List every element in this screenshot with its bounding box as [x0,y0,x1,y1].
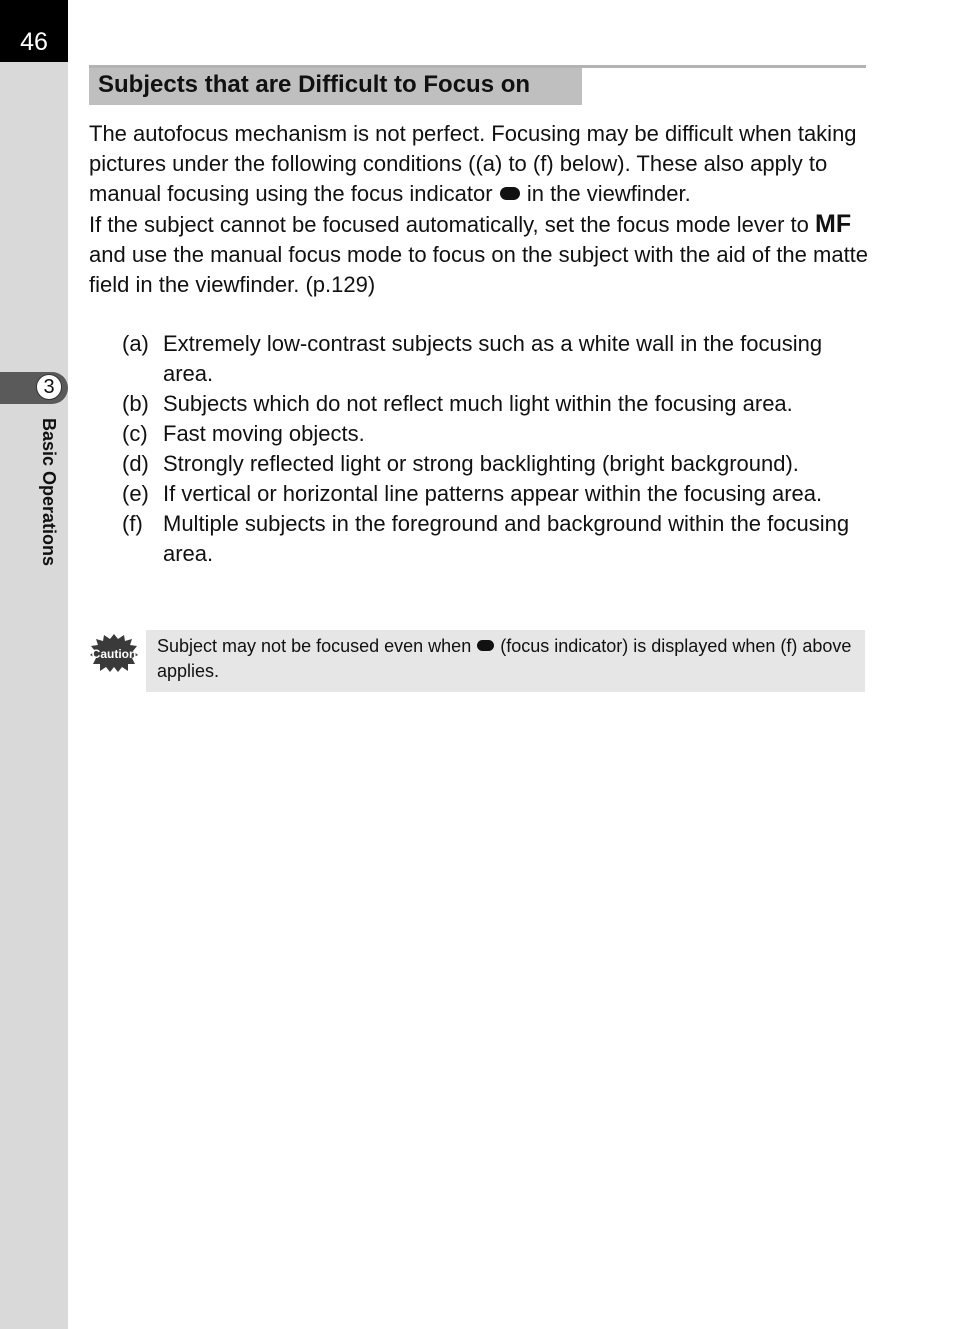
caution-text: Subject may not be focused even when [157,636,472,656]
list-item [122,329,872,389]
list-text: Strongly reflected light or strong backlighting (bright background). [163,451,799,476]
list-marker: (b) [122,391,149,416]
list-item [122,449,872,479]
list-item [122,479,872,509]
list-marker: (d) [122,451,149,476]
intro-paragraph-2 [89,209,869,300]
list-item [122,419,872,449]
intro-text [89,119,869,300]
conditions-list [122,329,872,569]
caution-icon [89,633,139,673]
list-text: Subjects which do not reflect much light within the focusing area. [163,391,793,416]
intro-paragraph-1 [89,119,869,209]
list-text: Fast moving objects. [163,421,365,446]
caution-box [146,630,865,692]
page-number: 46 [20,28,48,56]
list-text: Extremely low-contrast subjects such as a white wall in the focusing area. [163,331,823,386]
intro-p2-text: If the subject cannot be focused automatically, set the focus mode lever to [89,212,809,237]
caution-text-end: (focus indicator) is displayed when (f) above applies. [157,636,852,681]
focus-indicator-icon [477,640,494,651]
caution-icon-label: Caution [91,647,137,661]
list-marker: (f) [122,511,143,536]
mf-label: MF [815,210,852,238]
list-text: If vertical or horizontal line patterns appear within the focusing area. [163,481,823,506]
list-item [122,509,872,569]
chapter-title: Basic Operations [39,418,59,567]
list-marker: (e) [122,481,149,506]
chapter-number: 3 [36,374,62,400]
focus-indicator-icon [500,187,520,200]
intro-p1-text-end: in the viewfinder. [526,181,691,206]
section-heading: Subjects that are Difficult to Focus on [98,71,531,98]
intro-p2-text-end: and use the manual focus mode to focus on the subject with the aid of the matte field in the viewfinder. (p.129) [89,242,869,297]
list-marker: (c) [122,421,148,446]
list-text: Multiple subjects in the foreground and background within the focusing area. [163,511,850,566]
side-strip [0,0,68,1329]
list-marker: (a) [122,331,149,356]
list-item [122,389,872,419]
intro-p1-text: The autofocus mechanism is not perfect. Focusing may be difficult when taking pictures under the following conditions ((a) to (f) below). These also apply to manual focusing using the focus indicator [89,121,857,206]
